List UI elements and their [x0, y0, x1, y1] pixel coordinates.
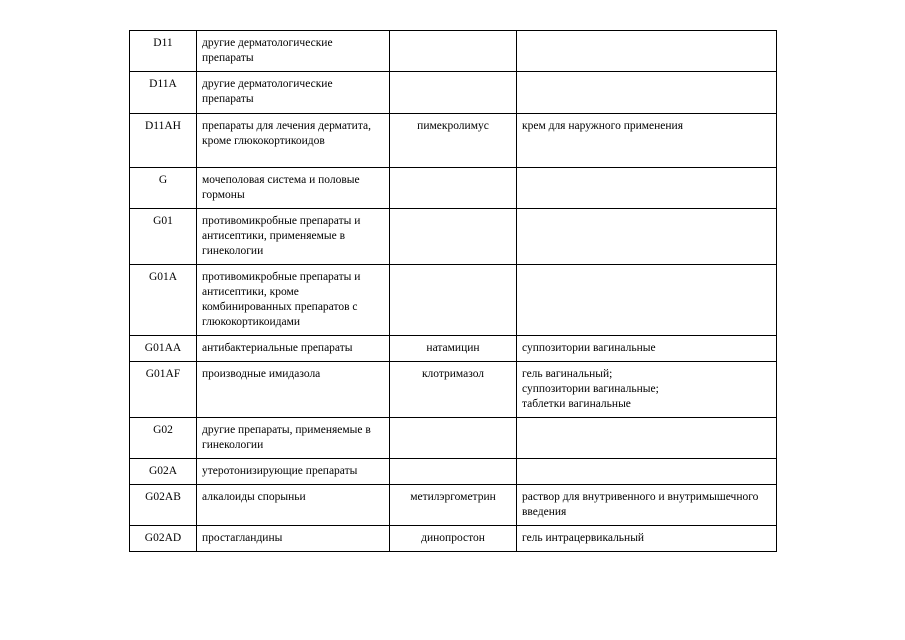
inn-cell: динопростон — [390, 526, 517, 552]
dosage-form-cell: гель интрацервикальный — [517, 526, 777, 552]
inn-cell — [390, 459, 517, 485]
medication-table — [129, 30, 777, 552]
inn-cell — [390, 31, 517, 72]
atc-code-cell: G02AD — [130, 526, 197, 552]
inn-cell: пимекролимус — [390, 114, 517, 168]
dosage-form-cell — [517, 72, 777, 114]
atc-code-cell: G02A — [130, 459, 197, 485]
atc-code-cell: G02 — [130, 418, 197, 459]
atc-code-cell: G — [130, 168, 197, 209]
atc-name-cell: производные имидазола — [197, 362, 390, 418]
atc-name-cell: противомикробные препараты и антисептики, кроме комбинированных препаратов с глюкокортикоидами — [197, 265, 390, 336]
atc-code-cell: G02AB — [130, 485, 197, 526]
table-row — [130, 114, 777, 168]
atc-code-cell: G01AF — [130, 362, 197, 418]
table-row — [130, 336, 777, 362]
inn-cell: метилэргометрин — [390, 485, 517, 526]
table-row — [130, 362, 777, 418]
inn-cell — [390, 265, 517, 336]
atc-name-cell: антибактериальные препараты — [197, 336, 390, 362]
dosage-form-cell — [517, 209, 777, 265]
table-row — [130, 526, 777, 552]
table-row — [130, 418, 777, 459]
dosage-form-cell: гель вагинальный; суппозитории вагинальные; таблетки вагинальные — [517, 362, 777, 418]
dosage-form-cell — [517, 168, 777, 209]
table-row — [130, 72, 777, 114]
dosage-form-cell: суппозитории вагинальные — [517, 336, 777, 362]
inn-cell — [390, 209, 517, 265]
table-row — [130, 168, 777, 209]
table-row — [130, 459, 777, 485]
dosage-form-cell: раствор для внутривенного и внутримышечного введения — [517, 485, 777, 526]
table-row — [130, 209, 777, 265]
atc-name-cell: другие дерматологические препараты — [197, 31, 390, 72]
atc-name-cell: алкалоиды спорыньи — [197, 485, 390, 526]
atc-name-cell: препараты для лечения дерматита, кроме глюкокортикоидов — [197, 114, 390, 168]
atc-name-cell: утеротонизирующие препараты — [197, 459, 390, 485]
inn-cell — [390, 418, 517, 459]
atc-name-cell: другие препараты, применяемые в гинекологии — [197, 418, 390, 459]
atc-code-cell: G01 — [130, 209, 197, 265]
atc-code-cell: D11 — [130, 31, 197, 72]
dosage-form-cell — [517, 31, 777, 72]
atc-name-cell: другие дерматологические препараты — [197, 72, 390, 114]
atc-name-cell: простагландины — [197, 526, 390, 552]
inn-cell — [390, 72, 517, 114]
dosage-form-cell — [517, 459, 777, 485]
atc-code-cell: G01AA — [130, 336, 197, 362]
inn-cell: натамицин — [390, 336, 517, 362]
inn-cell — [390, 168, 517, 209]
table-row — [130, 31, 777, 72]
table-row — [130, 485, 777, 526]
dosage-form-cell: крем для наружного применения — [517, 114, 777, 168]
inn-cell: клотримазол — [390, 362, 517, 418]
dosage-form-cell — [517, 265, 777, 336]
table-row — [130, 265, 777, 336]
atc-code-cell: D11A — [130, 72, 197, 114]
atc-code-cell: D11AH — [130, 114, 197, 168]
atc-name-cell: мочеполовая система и половые гормоны — [197, 168, 390, 209]
atc-name-cell: противомикробные препараты и антисептики, применяемые в гинекологии — [197, 209, 390, 265]
atc-code-cell: G01A — [130, 265, 197, 336]
dosage-form-cell — [517, 418, 777, 459]
